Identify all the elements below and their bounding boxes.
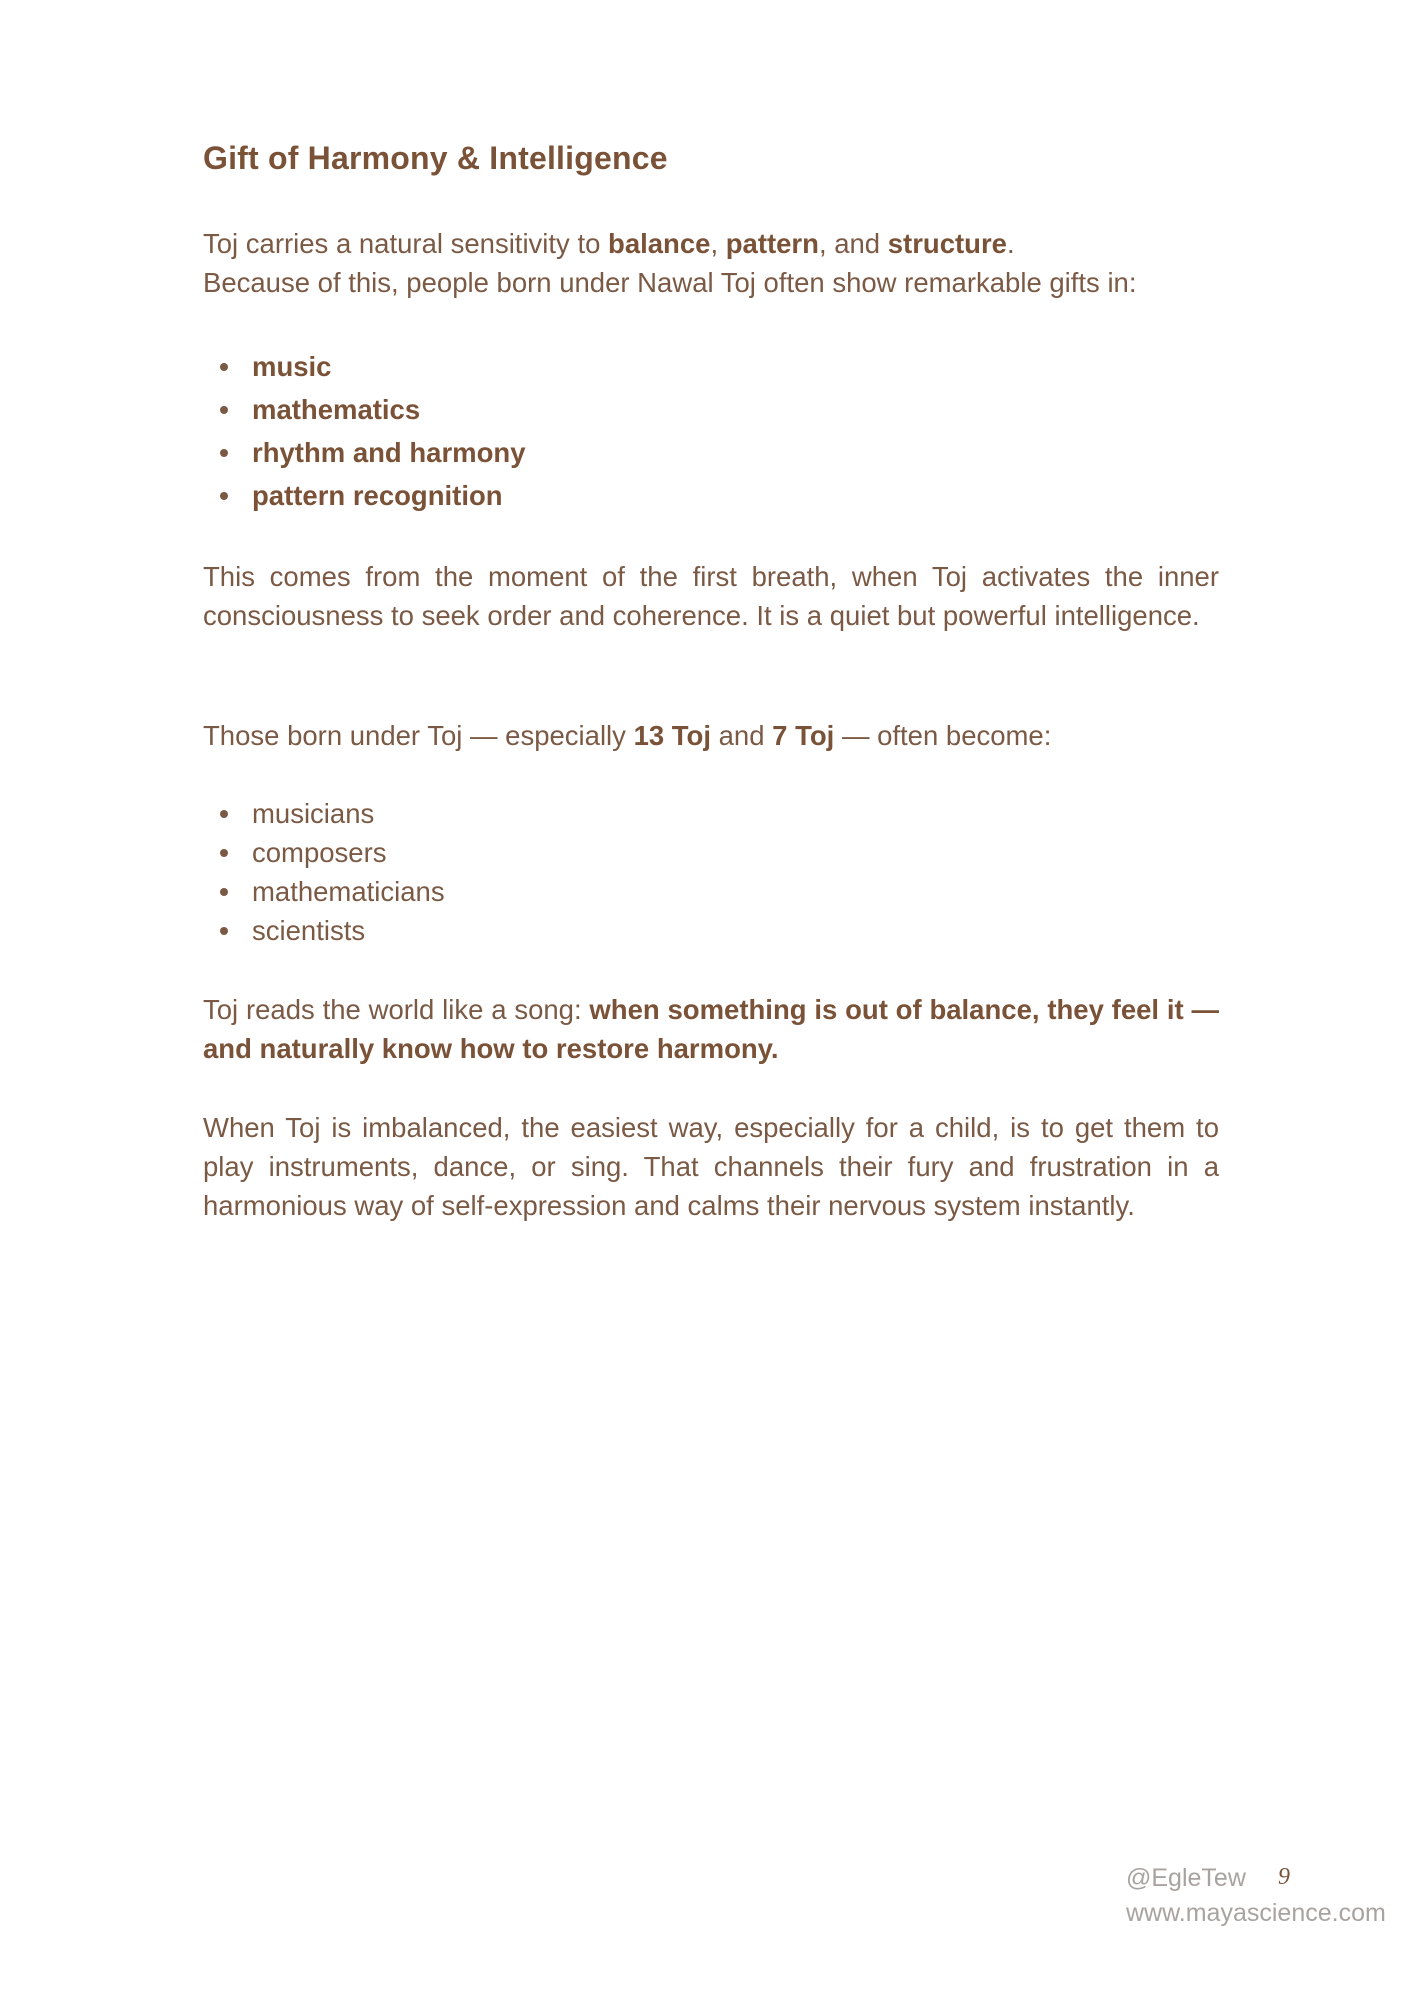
intro-bold-pattern: pattern	[725, 228, 819, 259]
website-link[interactable]: www.mayascience.com	[1126, 1899, 1386, 1927]
origin-paragraph: This comes from the moment of the first breath, when Toj activates the inner consciousness to seek order and coherence. It is a quiet but powerful intelligence.	[203, 561, 1219, 631]
list-item: music	[203, 345, 526, 388]
list-item: mathematicians	[203, 872, 445, 911]
imbalance-paragraph: When Toj is imbalanced, the easiest way, especially for a child, is to get them to play instruments, dance, or sing. That channels their fury and frustration in a harmonious way of self-expression and calms their nervous system instantly.	[203, 1112, 1219, 1221]
intro-text-4: .	[1006, 228, 1015, 259]
born-bold-7-toj: 7 Toj	[772, 720, 835, 751]
list-item: scientists	[203, 911, 445, 950]
intro-bold-structure: structure	[887, 228, 1007, 259]
list-item: mathematics	[203, 388, 526, 431]
born-text-3: — often become:	[834, 720, 1052, 751]
list-item: rhythm and harmony	[203, 431, 526, 474]
song-text: Toj reads the world like a song:	[203, 994, 590, 1025]
list-item: musicians	[203, 794, 445, 833]
song-bold: when something is out of balance, they feel it — and naturally know how to restore harmony.	[203, 994, 1219, 1064]
author-handle: @EgleTew	[1126, 1864, 1246, 1892]
born-text-1: Those born under Toj — especially	[203, 720, 634, 751]
intro-bold-balance: balance	[608, 228, 711, 259]
born-bold-13-toj: 13 Toj	[633, 720, 711, 751]
professions-list	[203, 794, 445, 950]
gifts-list	[203, 345, 526, 517]
intro-text-1: Toj carries a natural sensitivity to	[203, 228, 609, 259]
list-item: composers	[203, 833, 445, 872]
born-text-2: and	[711, 720, 773, 751]
page-footer	[1126, 1864, 1386, 1927]
intro-text-3: , and	[818, 228, 888, 259]
intro-text-2: ,	[710, 228, 726, 259]
intro-paragraph	[203, 224, 1219, 302]
section-heading: Gift of Harmony & Intelligence	[203, 140, 668, 176]
page-number: 9	[1278, 1864, 1290, 1890]
born-paragraph	[203, 716, 1219, 755]
list-item: pattern recognition	[203, 474, 526, 517]
intro-line-2: Because of this, people born under Nawal Toj often show remarkable gifts in:	[203, 267, 1137, 298]
song-paragraph	[203, 990, 1219, 1068]
